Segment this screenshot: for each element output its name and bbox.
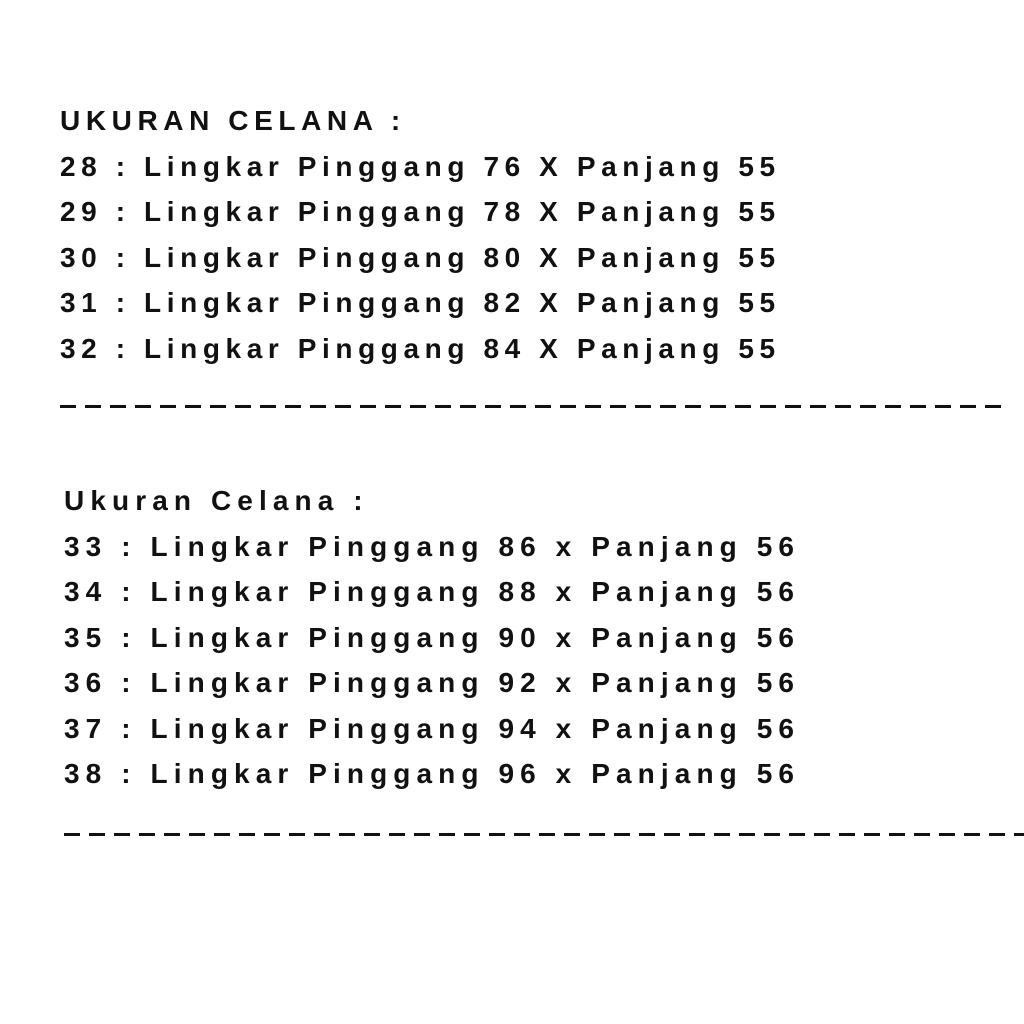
size-row: 32 : Lingkar Pinggang 84 X Panjang 55 [60, 332, 781, 364]
size-row: 34 : Lingkar Pinggang 88 x Panjang 56 [64, 576, 801, 607]
section-heading: Ukuran Celana : [64, 485, 369, 516]
size-row: 29 : Lingkar Pinggang 78 X Panjang 55 [60, 196, 781, 227]
size-row: 28 : Lingkar Pinggang 76 X Panjang 55 [60, 150, 781, 182]
dashed-divider [64, 833, 1024, 836]
size-row: 33 : Lingkar Pinggang 86 x Panjang 56 [64, 530, 801, 562]
size-row: 38 : Lingkar Pinggang 96 x Panjang 56 [64, 758, 801, 789]
size-row: 37 : Lingkar Pinggang 94 x Panjang 56 [64, 712, 801, 744]
dashed-divider [60, 405, 1006, 408]
size-section-2 [64, 478, 800, 797]
size-row: 35 : Lingkar Pinggang 90 x Panjang 56 [64, 621, 801, 653]
size-row: 30 : Lingkar Pinggang 80 X Panjang 55 [60, 241, 781, 273]
size-row: 36 : Lingkar Pinggang 92 x Panjang 56 [64, 667, 801, 698]
size-row: 31 : Lingkar Pinggang 82 X Panjang 55 [60, 287, 781, 318]
size-section-1 [60, 98, 781, 371]
section-heading: UKURAN CELANA : [60, 105, 406, 136]
